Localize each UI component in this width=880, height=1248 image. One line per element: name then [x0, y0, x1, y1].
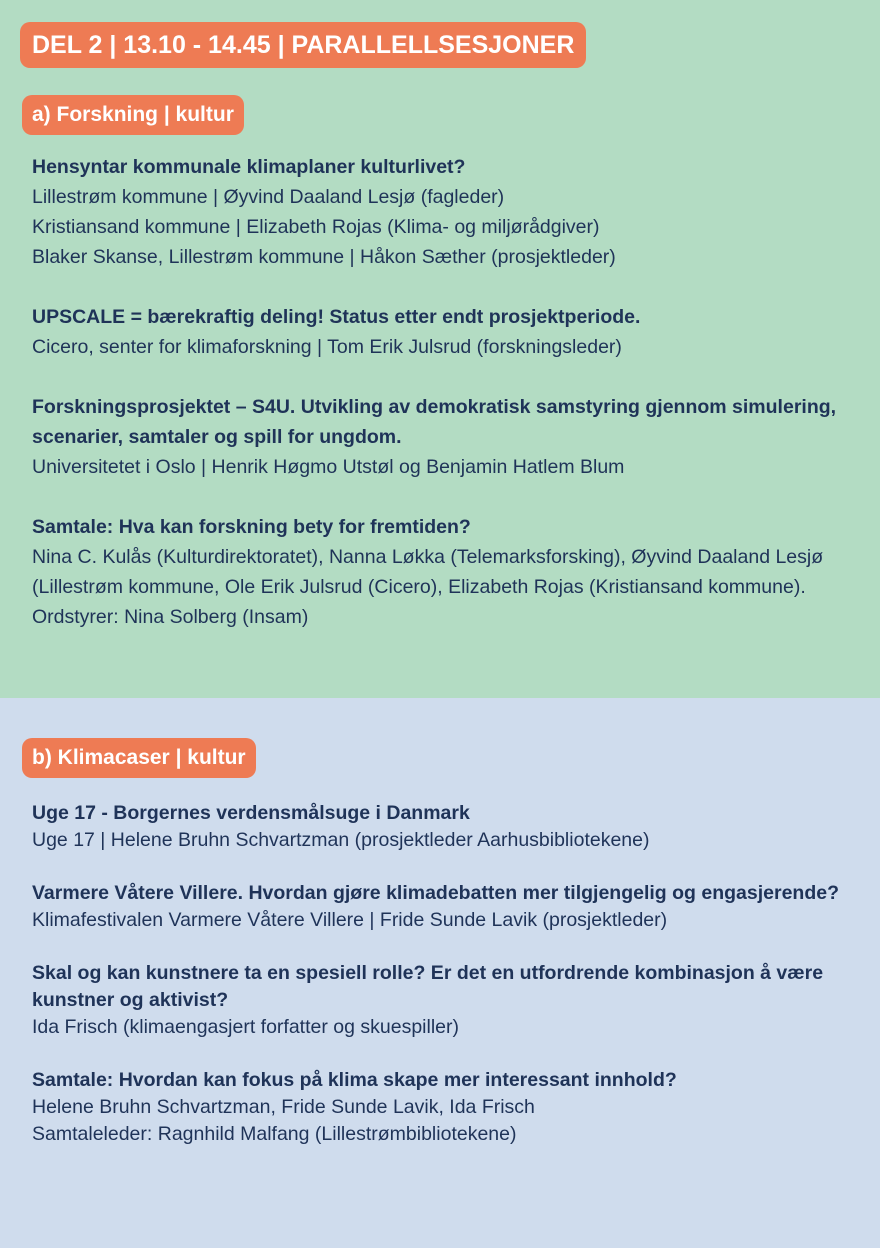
- session-title: UPSCALE = bærekraftig deling! Status etter endt prosjektperiode.: [32, 306, 641, 328]
- session-speaker: Universitetet i Oslo | Henrik Høgmo Utstøl og Benjamin Hatlem Blum: [32, 456, 625, 478]
- session-title: Uge 17 - Borgernes verdensmålsuge i Danmark: [32, 802, 470, 824]
- session-title: Skal og kan kunstnere ta en spesiell rolle? Er det en utfordrende kombinasjon å være kunstner og aktivist?: [32, 962, 824, 1011]
- session-speaker: Samtaleleder: Ragnhild Malfang (Lillestrømbibliotekene): [32, 1123, 517, 1145]
- session-item: [32, 880, 852, 934]
- page-title: DEL 2 | 13.10 - 14.45 | PARALLELLSESJONER: [20, 22, 586, 68]
- session-title: Samtale: Hva kan forskning bety for fremtiden?: [32, 516, 471, 538]
- session-speaker: Kristiansand kommune | Elizabeth Rojas (Klima- og miljørådgiver): [32, 216, 600, 238]
- session-speaker: Ida Frisch (klimaengasjert forfatter og skuespiller): [32, 1016, 459, 1038]
- section-a-content: [32, 152, 852, 662]
- section-b-content: [32, 800, 852, 1174]
- session-title: Forskningsprosjektet – S4U. Utvikling av demokratisk samstyring gjennom simulering, scenarier, samtaler og spill for ungdom.: [32, 396, 837, 448]
- session-item: [32, 512, 852, 632]
- session-title: Hensyntar kommunale klimaplaner kulturlivet?: [32, 156, 466, 178]
- session-title: Samtale: Hvordan kan fokus på klima skape mer interessant innhold?: [32, 1069, 677, 1091]
- session-item: [32, 302, 852, 362]
- session-speaker: Uge 17 | Helene Bruhn Schvartzman (prosjektleder Aarhusbibliotekene): [32, 829, 650, 851]
- session-speaker: Klimafestivalen Varmere Våtere Villere | Fride Sunde Lavik (prosjektleder): [32, 909, 668, 931]
- session-speaker: Lillestrøm kommune | Øyvind Daaland Lesjø (fagleder): [32, 186, 505, 208]
- session-speaker: Blaker Skanse, Lillestrøm kommune | Håkon Sæther (prosjektleder): [32, 246, 616, 268]
- session-item: [32, 152, 852, 272]
- session-title: Varmere Våtere Villere. Hvordan gjøre klimadebatten mer tilgjengelig og engasjerende?: [32, 882, 840, 904]
- section-b-heading: b) Klimacaser | kultur: [22, 738, 256, 778]
- session-item: [32, 800, 852, 854]
- session-speaker: Cicero, senter for klimaforskning | Tom Erik Julsrud (forskningsleder): [32, 336, 622, 358]
- session-speaker: Nina C. Kulås (Kulturdirektoratet), Nanna Løkka (Telemarksforsking), Øyvind Daaland Lesjø (Lillestrøm kommune, Ole Erik Julsrud (Cicero), Elizabeth Rojas (Kristiansand kommune). Ordstyrer: Nina Solberg (Insam): [32, 546, 824, 628]
- session-item: [32, 960, 852, 1041]
- session-speaker: Helene Bruhn Schvartzman, Fride Sunde Lavik, Ida Frisch: [32, 1096, 535, 1118]
- session-item: [32, 392, 852, 482]
- session-item: [32, 1067, 852, 1148]
- section-a-heading: a) Forskning | kultur: [22, 95, 244, 135]
